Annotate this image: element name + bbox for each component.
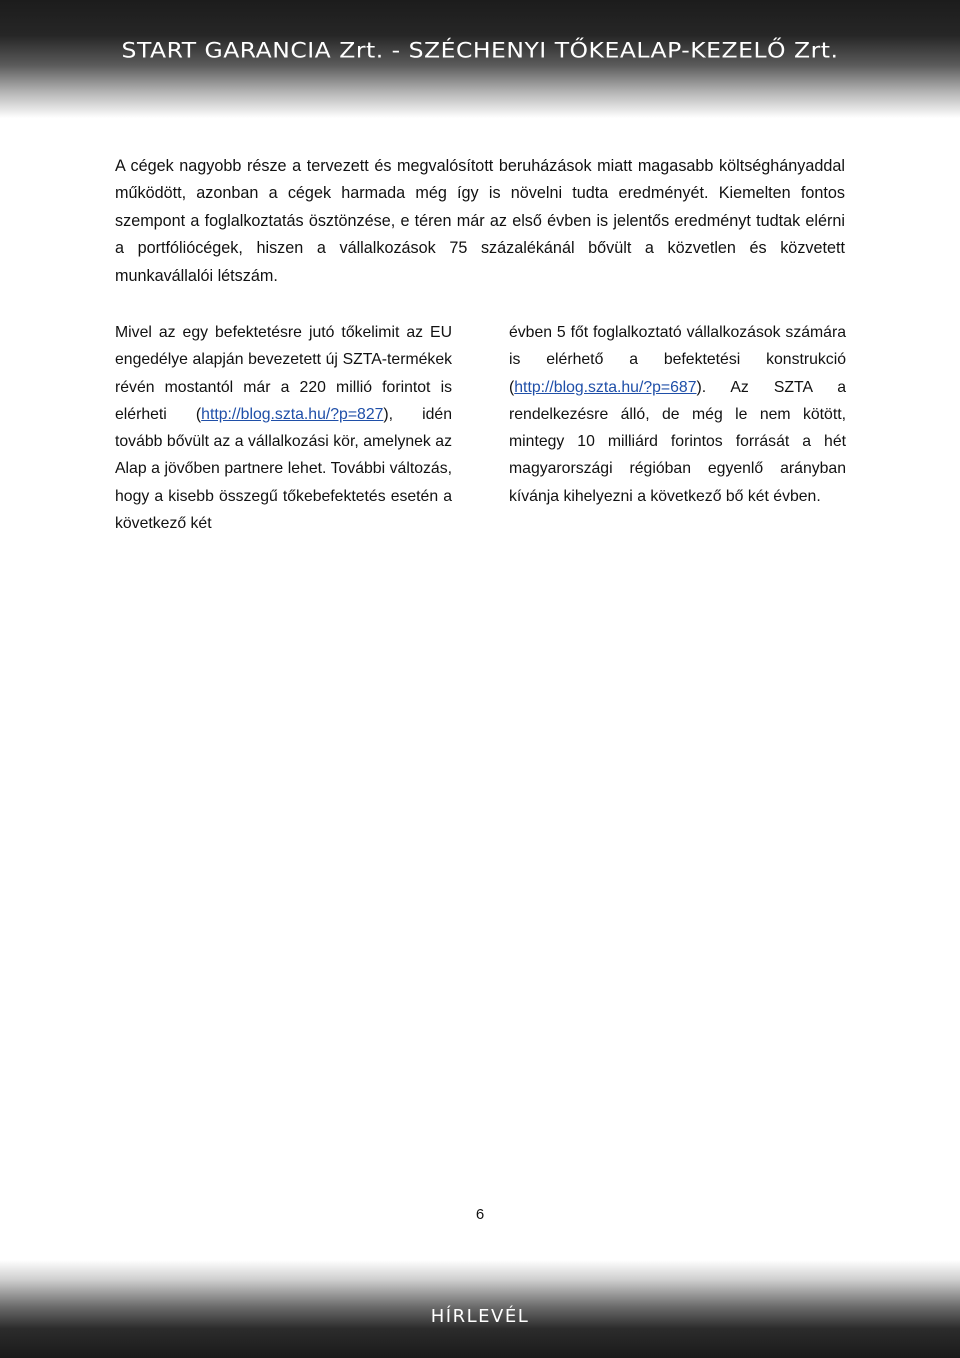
right-column-paragraph bbox=[509, 319, 846, 510]
blog-link-687[interactable]: http://blog.szta.hu/?p=687 bbox=[514, 378, 697, 396]
left-column-text-end: ), idén tovább bővült az a vállalkozási kör, amelynek az Alap a jövőben partnere lehet. További változás, hogy a kisebb összegű tőkebefektetés esetén a következő két bbox=[115, 405, 452, 533]
intro-paragraph: A cégek nagyobb része a tervezett és megvalósított beruházások miatt magasabb költséghányaddal működött, azonban a cégek harmada még így is növelni tudta eredményét. Kiemelten fontos szempont a foglalkoztatás ösztönzése, e téren már az első évben is jelentős eredményt tudtak elérni a portfóliócégek, hiszen a vállalkozások 75 százalékánál bővült a közvetlen és közvetett munkavállalói létszám. bbox=[115, 157, 845, 285]
blog-link-827[interactable]: http://blog.szta.hu/?p=827 bbox=[201, 405, 384, 423]
left-column-paragraph bbox=[115, 319, 452, 537]
header-title: START GARANCIA Zrt. - SZÉCHENYI TŐKEALAP-KEZELŐ Zrt. bbox=[121, 37, 839, 63]
page-number: 6 bbox=[475, 1206, 485, 1223]
right-column-text-end: ). Az SZTA a rendelkezésre álló, de még le nem kötött, mintegy 10 milliárd forintos forrását a hét magyarországi régióban egyenlő arányban kívánja kihelyezni a következő bő két évben. bbox=[509, 378, 846, 505]
left-column-text-start: Mivel az egy befektetésre jutó tőkelimit az EU engedélye alapján bevezetett új SZTA-termékek révén mostantól már a 220 millió forintot is elérheti ( bbox=[115, 324, 452, 423]
right-column-text-start: évben 5 főt foglalkoztató vállalkozások számára is elérhető a befektetési konstrukció ( bbox=[509, 324, 846, 396]
footer-title: HÍRLEVÉL bbox=[430, 1306, 530, 1327]
